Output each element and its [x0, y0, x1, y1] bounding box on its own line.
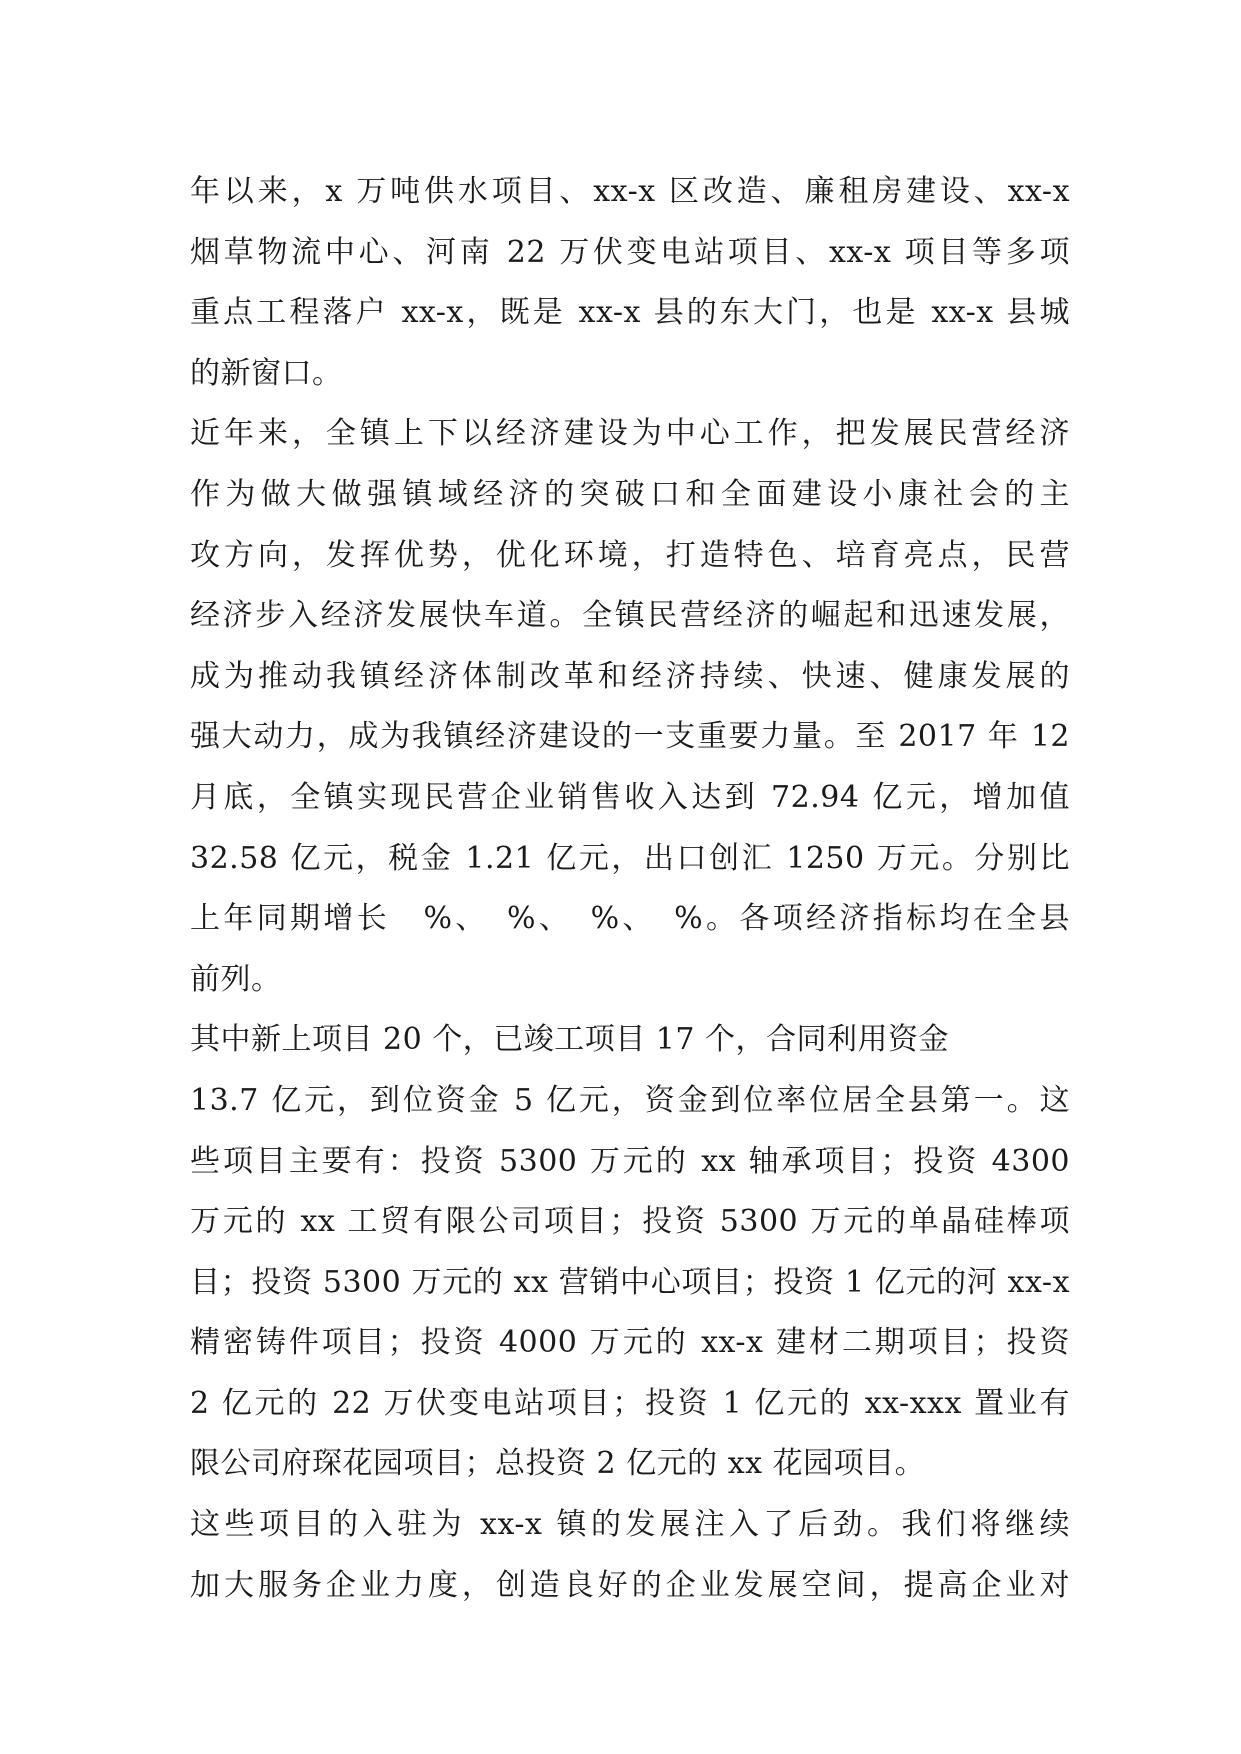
text-line: 万元的 xx 工贸有限公司项目；投资 5300 万元的单晶硅棒项 [190, 1204, 1070, 1240]
text-line: 其中新上项目 20 个，已竣工项目 17 个，合同利用资金 [190, 1022, 949, 1058]
text-line: 成为推动我镇经济体制改革和经济持续、快速、健康发展的 [190, 658, 1070, 694]
text-line: 目；投资 5300 万元的 xx 营销中心项目；投资 1 亿元的河 xx-x [190, 1264, 1070, 1300]
text-line: 上年同期增长 %、 %、 %、 %。各项经济指标均在全县 [190, 901, 1070, 937]
text-line: 些项目主要有：投资 5300 万元的 xx 轴承项目；投资 4300 [190, 1143, 1070, 1179]
text-line: 限公司府琛花园项目；总投资 2 亿元的 xx 花园项目。 [190, 1446, 926, 1482]
text-line: 加大服务企业力度，创造良好的企业发展空间，提高企业对 [190, 1567, 1070, 1603]
text-line: 13.7 亿元，到位资金 5 亿元，资金到位率位居全县第一。这 [190, 1082, 1070, 1118]
text-line: 攻方向，发挥优势，优化环境，打造特色、培育亮点，民营 [190, 537, 1070, 573]
text-line: 近年来，全镇上下以经济建设为中心工作，把发展民营经济 [190, 416, 1070, 452]
text-line: 32.58 亿元，税金 1.21 亿元，出口创汇 1250 万元。分别比 [190, 840, 1070, 876]
text-line: 精密铸件项目；投资 4000 万元的 xx-x 建材二期项目；投资 [190, 1325, 1070, 1361]
text-line: 前列。 [190, 961, 282, 997]
text-line: 作为做大做强镇域经济的突破口和全面建设小康社会的主 [190, 476, 1070, 512]
text-line: 年以来，x 万吨供水项目、xx-x 区改造、廉租房建设、xx-x [190, 174, 1070, 209]
document-body [190, 162, 1070, 1616]
text-line: 重点工程落户 xx-x，既是 xx-x 县的东大门，也是 xx-x 县城 [190, 295, 1070, 331]
text-line: 烟草物流中心、河南 22 万伏变电站项目、xx-x 项目等多项 [190, 234, 1070, 270]
text-line: 强大动力，成为我镇经济建设的一支重要力量。至 2017 年 12 [190, 719, 1070, 755]
text-line: 经济步入经济发展快车道。全镇民营经济的崛起和迅速发展， [190, 598, 1070, 634]
text-line: 月底，全镇实现民营企业销售收入达到 72.94 亿元，增加值 [190, 779, 1070, 815]
text-line: 这些项目的入驻为 xx-x 镇的发展注入了后劲。我们将继续 [190, 1507, 1070, 1543]
text-line: 2 亿元的 22 万伏变电站项目；投资 1 亿元的 xx-xxx 置业有 [190, 1385, 1070, 1421]
text-line: 的新窗口。 [190, 355, 343, 391]
